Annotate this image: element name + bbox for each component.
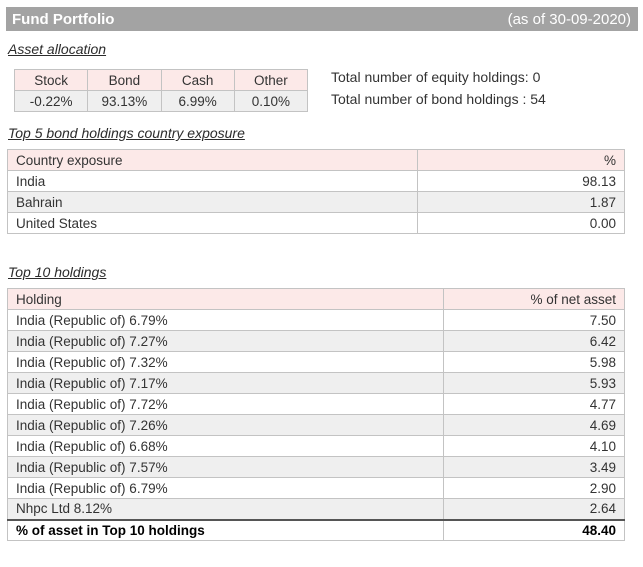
stock-value: -0.22% — [15, 91, 88, 112]
table-row — [8, 478, 625, 499]
holding-name-cell: India (Republic of) 7.32% — [8, 352, 444, 373]
country-pct-cell: 0.00 — [418, 213, 625, 234]
other-value: 0.10% — [234, 91, 307, 112]
bond-value: 93.13% — [88, 91, 161, 112]
holding-name-cell: India (Republic of) 6.68% — [8, 436, 444, 457]
table-row — [8, 310, 625, 331]
table-row — [8, 394, 625, 415]
top10-holdings-table — [7, 288, 625, 541]
table-row — [8, 436, 625, 457]
top10-total-row — [8, 520, 625, 541]
top10-holdings-heading: Top 10 holdings — [8, 264, 107, 280]
page-title: Fund Portfolio — [12, 10, 115, 28]
holding-pct-cell: 4.10 — [444, 436, 625, 457]
equity-holdings-total: Total number of equity holdings: 0 — [331, 69, 541, 85]
column-header-country: Country exposure — [8, 150, 418, 171]
asset-allocation-section — [14, 69, 638, 112]
country-name-cell: India — [8, 171, 418, 192]
asset-allocation-value-row — [15, 91, 308, 112]
holdings-totals — [331, 66, 546, 110]
table-row — [8, 192, 625, 213]
bond-holdings-total: Total number of bond holdings : 54 — [331, 91, 546, 107]
asset-allocation-heading: Asset allocation — [8, 41, 107, 57]
country-exposure-header-row — [8, 150, 625, 171]
table-row — [8, 457, 625, 478]
holding-name-cell: India (Republic of) 7.72% — [8, 394, 444, 415]
column-header-net-asset: % of net asset — [444, 289, 625, 310]
holding-pct-cell: 2.90 — [444, 478, 625, 499]
holding-name-cell: India (Republic of) 6.79% — [8, 478, 444, 499]
table-row — [8, 415, 625, 436]
holding-pct-cell: 4.69 — [444, 415, 625, 436]
holding-pct-cell: 2.64 — [444, 499, 625, 520]
holding-pct-cell: 7.50 — [444, 310, 625, 331]
table-row — [8, 213, 625, 234]
asset-allocation-header-row — [15, 70, 308, 91]
holding-pct-cell: 4.77 — [444, 394, 625, 415]
table-row — [8, 331, 625, 352]
top10-total-label: % of asset in Top 10 holdings — [8, 520, 444, 541]
as-of-date: (as of 30-09-2020) — [507, 10, 631, 28]
table-row — [8, 352, 625, 373]
column-header-percent: % — [418, 150, 625, 171]
top10-header-row — [8, 289, 625, 310]
column-header-holding: Holding — [8, 289, 444, 310]
column-header-cash: Cash — [161, 70, 234, 91]
holding-name-cell: India (Republic of) 7.17% — [8, 373, 444, 394]
holding-pct-cell: 5.93 — [444, 373, 625, 394]
column-header-bond: Bond — [88, 70, 161, 91]
table-row — [8, 171, 625, 192]
holding-name-cell: India (Republic of) 6.79% — [8, 310, 444, 331]
country-name-cell: Bahrain — [8, 192, 418, 213]
country-pct-cell: 1.87 — [418, 192, 625, 213]
country-pct-cell: 98.13 — [418, 171, 625, 192]
holding-name-cell: Nhpc Ltd 8.12% — [8, 499, 444, 520]
holding-pct-cell: 5.98 — [444, 352, 625, 373]
country-name-cell: United States — [8, 213, 418, 234]
holding-pct-cell: 6.42 — [444, 331, 625, 352]
cash-value: 6.99% — [161, 91, 234, 112]
top10-total-value: 48.40 — [444, 520, 625, 541]
holding-name-cell: India (Republic of) 7.27% — [8, 331, 444, 352]
column-header-other: Other — [234, 70, 307, 91]
table-row — [8, 373, 625, 394]
holding-name-cell: India (Republic of) 7.26% — [8, 415, 444, 436]
titlebar — [6, 7, 638, 31]
table-row — [8, 499, 625, 520]
country-exposure-heading: Top 5 bond holdings country exposure — [8, 125, 245, 141]
column-header-stock: Stock — [15, 70, 88, 91]
country-exposure-table — [7, 149, 625, 234]
asset-allocation-table — [14, 69, 308, 112]
holding-name-cell: India (Republic of) 7.57% — [8, 457, 444, 478]
holding-pct-cell: 3.49 — [444, 457, 625, 478]
